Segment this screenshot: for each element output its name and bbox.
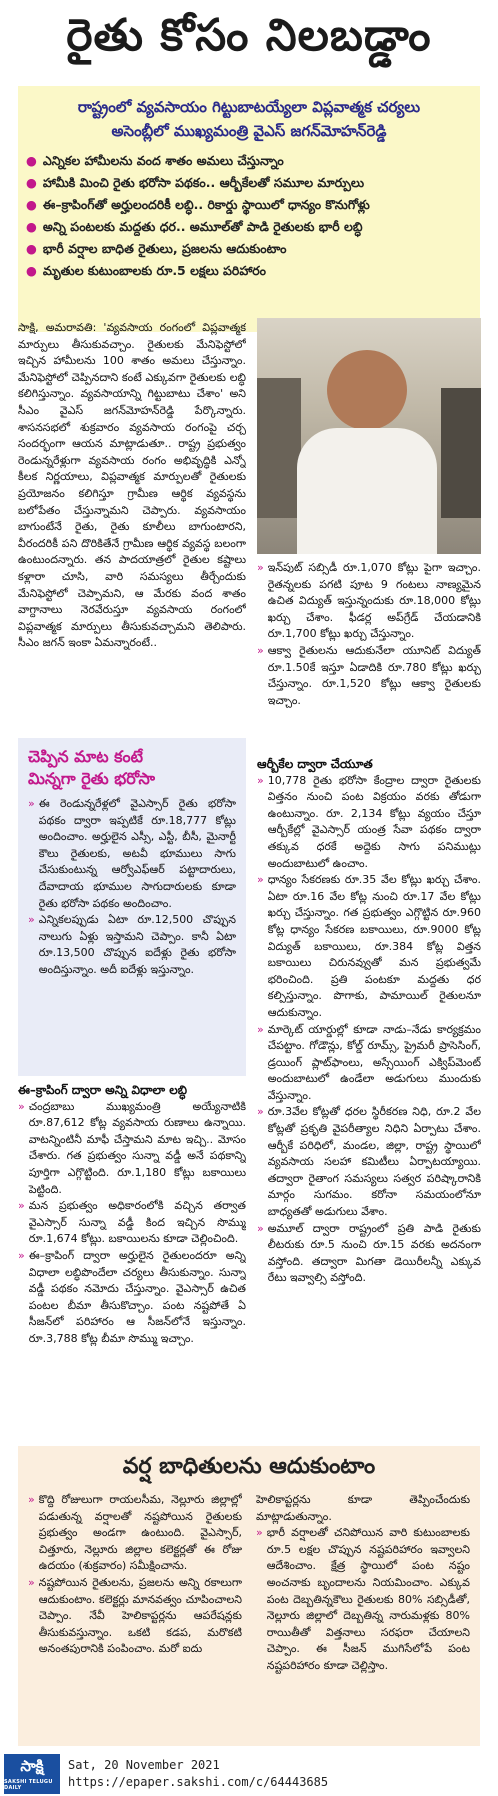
deck-subheading-1: రాష్ట్రంలో వ్యవసాయం గిట్టుబాటయ్యేలా విప్లవాత్మక చర్యలు bbox=[77, 98, 421, 116]
list-item: » ఇన్‌పుట్‌ సబ్సిడీ రూ.1,070 కోట్లు పైగా ఇచ్చాం. రైతన్నలకు పగటి పూట 9 గంటలు నాణ్యమైన ఉచిత విద్యుత్‌ ఇస్తున్నందుకు రూ.18,000 కోట్లు ఖర్చు చేశాం. ఫీడర్ల అప్‌గ్రేడ్‌ చేయడానికి రూ.1,700 కోట్లు ఖర్చు చేస్తున్నాం. bbox=[257, 561, 481, 641]
rythu-bharosa-box bbox=[18, 738, 246, 1076]
right-top-column bbox=[257, 560, 481, 750]
list-item: » ఎన్నికలప్పుడు ఏటా రూ.12,500 చొప్పున నాలుగు ఏళ్లు ఇస్తామని చెప్పాం. కానీ ఏటా రూ.13,500 చొప్పున ఐదేళ్లు రైతు భరోసా అందిస్తున్నాం. అదీ ఐదేళ్లు ఇస్తున్నాం. bbox=[28, 913, 236, 976]
deck-bullet: ● అన్ని పంటలకు మద్దతు ధర.. అమూల్‌తో పాడి రైతులకు భారీ లబ్ధి bbox=[26, 219, 363, 234]
deck-box bbox=[18, 86, 480, 332]
deck-bullet: ● హామీకి మించి రైతు భరోసా పథకం.. ఆర్బీకేలతో సమూల మార్పులు bbox=[26, 175, 365, 190]
sakshi-logo: సాక్షి SAKSHI TELUGU DAILY bbox=[4, 1754, 60, 1794]
box-title: చెప్పిన మాట కంటే మిన్నగా రైతు భరోసా bbox=[28, 747, 155, 788]
cm-photo bbox=[257, 318, 481, 554]
list-item: » కొద్ది రోజులుగా రాయలసీమ, నెల్లూరు జిల్లాల్లో పడుతున్న వర్షాలతో నష్టపోయిన రైతులకు ప్రభుత్వం అండగా ఉంటుంది. వైఎస్సార్‌, చిత్తూరు, నెల్లూరు జిల్లాల కలెక్టర్లతో ఈ రోజు ఉదయం (శుక్రవారం) సమీక్షించాను. bbox=[28, 1493, 242, 1573]
footer-date: Sat, 20 November 2021 bbox=[68, 1758, 220, 1772]
list-item: » ఈ రెండున్నరేళ్లలో వైఎస్సార్‌ రైతు భరోసా పథకం ద్వారా ఇప్పటికే రూ.18,777 కోట్లు అందించాం. అర్హులైన ఎస్సీ, ఎస్టీ, బీసీ, మైనార్టీ కౌలు రైతులకు, అటవీ భూములు సాగు చేసుకుంటున్న ఆర్వోఎఫ్‌ఆర్‌ పట్టాదారులు, దేవాదాయ భూముల సాగుదారులకు కూడా రైతు భరోసా పథకం అందించాం. bbox=[28, 797, 236, 910]
band-left-column bbox=[28, 1492, 242, 1742]
list-item: » ఆక్వా రైతులను ఆదుకునేలా యూనిట్‌ విద్యుత్‌ రూ.1.50కే ఇస్తూ ఏడాదికి రూ.780 కోట్లు ఖర్చు చేస్తున్నాం. రూ.1,520 కోట్లు ఆక్వా రైతులకు ఇచ్చాం. bbox=[257, 643, 481, 707]
band-right-column: హెలికాప్టర్లను కూడా తెప్పించేందుకు మాట్లాడుతున్నాం. » భారీ వర్షాలతో చనిపోయిన వారి కుటుంబాలకు రూ.5 లక్షల చొప్పున నష్టపరిహారం ఇవ్వాలని ఆదేశించాం. క్షేత్ర స్థాయిలో పంట నష్టం అంచనాకు బృందాలను నియమించాం. ఎక్కువ పంట దెబ్బతిన్నకౌలు రైతులకు 80% సబ్సిడీతో, నెల్లూరు జిల్లాలో దెబ్బతిన్న నారుమళ్లకు 80% రాయితీతో విత్తనాలు సరఫరా చేయాలని చెప్పాం. ఈ సీజన్‌ ముగిసేలోపే పంట నష్టపరిహారం కూడా చెల్లిస్తాం. bbox=[256, 1492, 470, 1742]
list-item: » మన ప్రభుత్వం అధికారంలోకి వచ్చిన తర్వాత వైఎస్సార్‌ సున్నా వడ్డీ కింద ఇచ్చిన సొమ్ము రూ.1,674 కోట్లు. బకాయిలను కూడా చెల్లించింది. bbox=[18, 1199, 246, 1246]
intro-paragraph: సాక్షి, అమరావతి: 'వ్యవసాయ రంగంలో విప్లవాత్మక మార్పులు తీసుకువచ్చాం. రైతులకు మేనిఫెస్టోలో ఇచ్చిన హామీలను 100 శాతం అమలు చేస్తున్నాం. మేనిఫెస్టోలో చెప్పినదాని కంటే ఎక్కువగా రైతులకు లబ్ధి కలిగిస్తున్నాం. వ్యవసాయాన్ని గిట్టుబాటు చేశాం' అని సీఎం వైఎస్‌ జగన్‌మోహన్‌రెడ్డి పేర్కొన్నారు. శాసనసభలో శుక్రవారం వ్యవసాయ రంగంపై చర్చ సందర్భంగా ఆయన మాట్లాడుతూ.. రాష్ట్ర ప్రభుత్వం రెండున్నరేళ్లుగా వ్యవసాయ రంగం అభివృద్ధికి ఎన్నో కీలక నిర్ణయాలు, విప్లవాత్మక మార్పులతో రైతులకు ప్రయోజనం కలిగిస్తూ గ్రామీణ ఆర్థిక వ్యవస్థను బలోపేతం చేస్తున్నామని చెప్పారు. వ్యవసాయం బాగుంటేనే రైతు, రైతు కూలీలు బాగుంటారని, వీరందరికీ పని దొరికితేనే గ్రామీణ ఆర్థిక వ్యవస్థ బలంగా ఉంటుందన్నారు. తన పాదయాత్రలో రైతుల కష్టాలు కళ్లారా చూసి, వారి సమస్యలు తీర్చేందుకు మేనిఫెస్టోలో చెప్పామని, ఆ మేరకు వంద శాతం వాగ్దానాలు నెరవేరుస్తూ వ్యవసాయ రంగంలో విప్లవాత్మక మార్పులు తీసుకువచ్చామని తెలిపారు. సీఎం జగన్‌ ఇంకా ఏమన్నారంటే.. bbox=[18, 321, 246, 650]
footer bbox=[0, 1752, 498, 1796]
list-item: » ధాన్యం సేకరణకు రూ.35 వేల కోట్లు ఖర్చు చేశాం. ఏటా రూ.16 వేల కోట్ల నుంచి రూ.17 వేల కోట్లు ఖర్చు చేస్తున్నాం. గత ప్రభుత్వం ఎగ్గొట్టిన రూ.960 కోట్ల ధాన్యం సేకరణ బకాయిలు, రూ.9000 కోట్ల విద్యుత్‌ బకాయిలు, రూ.384 కోట్ల విత్తన బకాయిలు చిరునవ్వుతో మన ప్రభుత్వమే భరించింది. ప్రతి పంటకూ మద్దతు ధర కల్పిస్తున్నాం. పొగాకు, పామాయిల్‌ రైతులనూ ఆదుకున్నాం. bbox=[257, 873, 481, 1019]
footer-url[interactable]: https://epaper.sakshi.com/c/64443685 bbox=[68, 1775, 329, 1789]
deck-bullet: ● భారీ వర్షాల బాధిత రైతులు, ప్రజలను ఆదుకుంటాం bbox=[26, 241, 287, 256]
deck-bullet-list bbox=[18, 150, 480, 282]
list-item: » రూ.3వేల కోట్లతో ధరల స్థిరీకరణ నిధి, రూ.2 వేల కోట్లతో ప్రకృతి వైపరీత్యాల నిధిని ఏర్పాటు చేశాం. ఆర్బీకే పరిధిలో, మండల, జిల్లా, రాష్ట్ర స్థాయిలో వ్యవసాయ సలహా కమిటీలు ఏర్పాటయ్యాయి. తద్వారా రైతాంగ సమస్యలు సత్వర పరిష్కారానికి మార్గం సుగమం. కరోనా సమయంలోనూ బాధ్యతతో అడుగులు వేశాం. bbox=[257, 1105, 481, 1219]
band-heading: వర్ష బాధితులను ఆదుకుంటాం bbox=[122, 1452, 376, 1479]
list-item: » 10,778 రైతు భరోసా కేంద్రాల ద్వారా రైతులకు విత్తనం నుంచి పంట విక్రయం వరకు తోడుగా ఉంటున్నాం. రూ. 2,134 కోట్లు వ్యయం చేస్తూ ఆర్బీకేల్లో వైఎస్సార్‌ యంత్ర సేవా పథకం ద్వారా తక్కువ ధరకే అద్దెకు సాగు పనిముట్లు అందుబాటులో ఉంచాం. bbox=[257, 773, 481, 870]
list-item: » మార్కెట్‌ యార్డుల్లో కూడా నాడు–నేడు కార్యక్రమం చేపట్టాం. గోడౌన్లు, కోల్డ్‌ రూమ్స్‌, ప్రైమరీ ప్రాసెసింగ్‌, డ్రయింగ్‌ ప్లాట్‌ఫాంలు, అస్సేయింగ్‌ ఎక్విప్‌మెంట్‌ అందుబాటులో ఉండేలా అడుగులు ముందుకు వేస్తున్నాం. bbox=[257, 1022, 481, 1102]
deck-bullet: ● ఎన్నికల హామీలను వంద శాతం అమలు చేస్తున్నాం bbox=[26, 153, 284, 168]
deck-bullet: ● ఈ–క్రాపింగ్‌తో అర్హులందరికీ లబ్ధి.. రికార్డు స్థాయిలో ధాన్యం కొనుగోళ్లు bbox=[26, 197, 370, 212]
section-heading: ఆర్బీకేల ద్వారా చేయూత bbox=[257, 757, 373, 771]
list-item: » అమూల్‌ ద్వారా రాష్ట్రంలో ప్రతి పాడి రైతుకు లీటరుకు రూ.5 నుంచి రూ.15 వరకు అదనంగా వస్తోంది. తద్వారా మిగతా డెయిరీలన్నీ ఎక్కువ రేటు ఇవ్వాల్సి వస్తోంది. bbox=[257, 1221, 481, 1285]
list-item: » భారీ వర్షాలతో చనిపోయిన వారి కుటుంబాలకు రూ.5 లక్షల చొప్పున నష్టపరిహారం ఇవ్వాలని ఆదేశించాం. క్షేత్ర స్థాయిలో పంట నష్టం అంచనాకు బృందాలను నియమించాం. ఎక్కువ పంట దెబ్బతిన్నకౌలు రైతులకు 80% సబ్సిడీతో, నెల్లూరు జిల్లాలో దెబ్బతిన్న నారుమళ్లకు 80% రాయితీతో విత్తనాలు సరఫరా చేయాలని చెప్పాం. ఈ సీజన్‌ ముగిసేలోపే పంట నష్టపరిహారం కూడా చెల్లిస్తాం. bbox=[256, 1526, 470, 1672]
list-item: » చంద్రబాబు ముఖ్యమంత్రి అయ్యేనాటికి రూ.87,612 కోట్ల వ్యవసాయ రుణాలు ఉన్నాయి. వాటన్నింటినీ మాఫీ చేస్తామని మాట ఇచ్చి.. మోసం చేశారు. గత ప్రభుత్వం సున్నా వడ్డీ అనే పథకాన్ని పూర్తిగా ఎగ్గొట్టింది. రూ.1,180 కోట్లు బకాయిలు పెట్టింది. bbox=[18, 1099, 246, 1196]
headline: రైతు కోసం నిలబడ్డాం bbox=[66, 10, 432, 61]
rbk-section bbox=[257, 756, 481, 1442]
rain-relief-band bbox=[18, 1446, 480, 1746]
ecrop-section bbox=[18, 1082, 246, 1442]
deck-subheading-2: అసెంబ్లీలో ముఖ్యమంత్రి వైఎస్‌ జగన్‌మోహన్‌రెడ్డి bbox=[111, 122, 387, 140]
list-item: » ఈ–క్రాపింగ్‌ ద్వారా అర్హులైన రైతులందరూ అన్ని విధాలా లబ్ధిపొందేలా చర్యలు తీసుకున్నాం. సున్నా వడ్డీ పథకం నమోదు చేస్తున్నాం. వైఎస్సార్‌ ఉచిత పంటల బీమా తీసుకొచ్చాం. పంట నష్టపోతే ఏ సీజన్‌లో పరిహారం ఆ సీజన్‌లోనే ఇస్తున్నాం. రూ.3,788 కోట్ల బీమా సొమ్ము ఇచ్చాం. bbox=[18, 1248, 246, 1345]
deck-bullet: ● మృతుల కుటుంబాలకు రూ.5 లక్షలు పరిహారం bbox=[26, 263, 267, 278]
section-heading: ఈ–క్రాపింగ్‌ ద్వారా అన్ని విధాలా లబ్ధి bbox=[18, 1083, 187, 1097]
list-item: » నష్టపోయిన రైతులను, ప్రజలను అన్ని రకాలుగా ఆదుకుంటాం. కలెక్టర్లు మానవత్వం చూపించాలని చెప్పాం. నేవీ హెలికాప్టర్లను ఆపరేషన్లకు తీసుకువస్తున్నాం. ఒకటి కడప, మరొకటి అనంతపురానికి పంపించాం. మరో ఐదు bbox=[28, 1575, 242, 1656]
